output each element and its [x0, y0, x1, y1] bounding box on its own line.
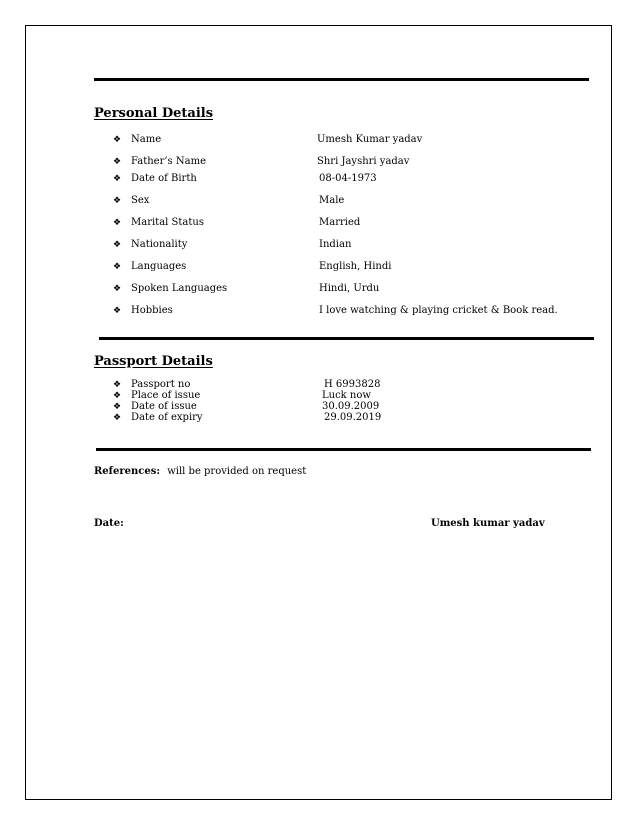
personal-hobbies-value: I love watching & playing cricket & Book read.: [319, 305, 558, 316]
references-text: will be provided on request: [167, 466, 307, 477]
top-divider: [94, 78, 589, 81]
passport-place-label: Place of issue: [131, 390, 201, 401]
bullet-icon: ❖: [113, 284, 122, 294]
bullet-icon: ❖: [113, 240, 122, 250]
bullet-icon: ❖: [113, 218, 122, 228]
personal-dob-value: 08-04-1973: [319, 173, 377, 184]
references-line: [94, 466, 306, 478]
bullet-icon: ❖: [113, 262, 122, 272]
personal-sex-value: Male: [319, 195, 345, 206]
passport-no-label: Passport no: [131, 379, 191, 390]
bullet-icon: ❖: [113, 174, 122, 184]
passport-no-value: H 6993828: [324, 379, 381, 390]
passport-expiry-value: 29.09.2019: [324, 412, 382, 423]
personal-nationality-label: Nationality: [131, 239, 188, 250]
bullet-icon: ❖: [113, 157, 122, 167]
middle-divider: [99, 337, 594, 340]
references-label: References:: [94, 466, 161, 477]
passport-place-value: Luck now: [322, 390, 371, 401]
bullet-icon: ❖: [113, 391, 122, 401]
personal-details-heading: Personal Details: [94, 106, 214, 121]
bullet-icon: ❖: [113, 413, 122, 423]
personal-nationality-value: Indian: [319, 239, 352, 250]
personal-spoken-label: Spoken Languages: [131, 283, 228, 294]
personal-marital-label: Marital Status: [131, 217, 204, 228]
bullet-icon: ❖: [113, 402, 122, 412]
personal-marital-value: Married: [319, 217, 361, 228]
personal-sex-label: Sex: [131, 195, 150, 206]
personal-father-value: Shri Jayshri yadav: [317, 156, 410, 167]
personal-languages-value: English, Hindi: [319, 261, 392, 272]
passport-issue-label: Date of issue: [131, 401, 197, 412]
signature-name: Umesh kumar yadav: [431, 518, 545, 529]
bullet-icon: ❖: [113, 380, 122, 390]
personal-languages-label: Languages: [131, 261, 187, 272]
passport-expiry-label: Date of expiry: [131, 412, 203, 423]
personal-spoken-value: Hindi, Urdu: [319, 283, 380, 294]
bullet-icon: ❖: [113, 306, 122, 316]
personal-hobbies-label: Hobbies: [131, 305, 173, 316]
personal-dob-label: Date of Birth: [131, 173, 197, 184]
personal-father-label: Father’s Name: [131, 156, 206, 167]
passport-issue-value: 30.09.2009: [322, 401, 380, 412]
passport-details-heading: Passport Details: [94, 354, 213, 369]
personal-name-value: Umesh Kumar yadav: [317, 134, 423, 145]
bullet-icon: ❖: [113, 135, 122, 145]
bullet-icon: ❖: [113, 196, 122, 206]
date-label: Date:: [94, 518, 124, 529]
lower-divider: [96, 448, 591, 451]
personal-name-label: Name: [131, 134, 162, 145]
